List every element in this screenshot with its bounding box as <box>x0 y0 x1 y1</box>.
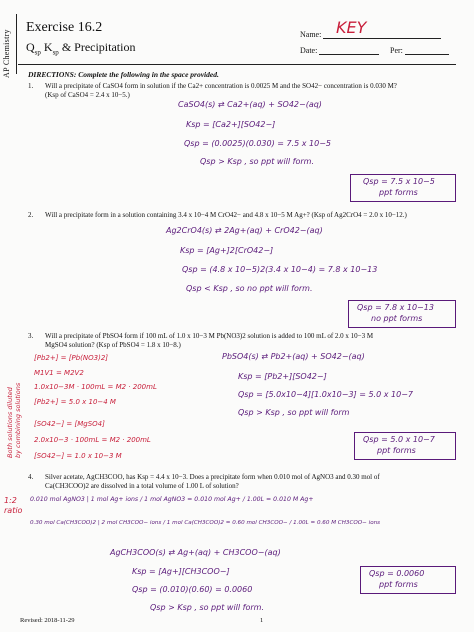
q2-work-line: Qsp < Ksp , so no ppt will form. <box>186 284 313 293</box>
page-title: Exercise 16.2 <box>26 20 103 35</box>
question-4: 4. Silver acetate, AgCH3COO, has Ksp = 4.4 x 10−3. Does a precipitate form when 0.010 mol of AgNO3 and 0.30 mol of Ca(CH3COO)2 are dissolved in a total volume of 1.00 L of solution? <box>28 473 380 490</box>
course-side-label: AP Chemistry <box>2 29 11 78</box>
q2-answer-box <box>348 300 456 328</box>
q3-work-line: 1.0x10−3M · 100mL = M2 · 200mL <box>34 383 157 391</box>
q3-work-line: [Pb2+] = [Pb(NO3)2] <box>34 354 109 362</box>
q3-work-line: 2.0x10−3 · 100mL = M2 · 200mL <box>34 436 151 444</box>
q3-work-line: [SO42−] = [MgSO4] <box>34 420 105 428</box>
q1-answer-result: ppt forms <box>379 188 418 197</box>
q3-work-line: Qsp > Ksp , so ppt will form <box>238 408 350 417</box>
q4-answer-box <box>360 566 456 594</box>
q2-work-line: Ag2CrO4(s) ⇄ 2Ag+(aq) + CrO42−(aq) <box>166 226 323 235</box>
question-1: 1. Will a precipitate of CaSO4 form in solution if the Ca2+ concentration is 0.0025 M and the SO42− concentration is 0.030 M? (Ksp of CaSO4 = 2.4 x 10−5.) <box>28 82 397 99</box>
q4-margin-note: 1:2 ratio <box>4 496 23 515</box>
period-field[interactable]: Per: <box>390 45 449 55</box>
question-3: 3. Will a precipitate of PbSO4 form if 100 mL of 1.0 x 10−3 M Pb(NO3)2 solution is added to 100 mL of 2.0 x 10−3 M MgSO4 solution? (Ksp of PbSO4 = 1.8 x 10−8.) <box>28 332 374 349</box>
q1-work-line: Ksp = [Ca2+][SO42−] <box>186 120 276 129</box>
header-rule <box>18 64 456 65</box>
q1-answer-qsp: Qsp = 7.5 x 10−5 <box>363 177 435 186</box>
q2-answer-qsp: Qsp = 7.8 x 10−13 <box>357 303 434 312</box>
page-subtitle: $Q_{sp}$ $K_{sp}$ & Precipitation <box>26 40 136 57</box>
header-divider <box>16 14 17 74</box>
q3-answer-result: ppt forms <box>377 446 416 455</box>
q3-work-line: Qsp = [5.0x10−4][1.0x10−3] = 5.0 x 10−7 <box>238 390 413 399</box>
q2-work-line: Qsp = (4.8 x 10−5)2(3.4 x 10−4) = 7.8 x 10−13 <box>182 265 378 274</box>
q4-work-line: Qsp > Ksp , so ppt will form. <box>150 603 264 612</box>
name-field[interactable]: Name: <box>300 28 441 39</box>
q3-work-line: [SO42−] = 1.0 x 10−3 M <box>34 452 122 460</box>
q3-answer-box <box>354 432 456 460</box>
q3-answer-qsp: Qsp = 5.0 x 10−7 <box>363 435 435 444</box>
q3-margin-note: Both solutions diluted by combining solutions <box>6 382 22 458</box>
q4-work-line: 0.30 mol Ca(CH3COO)2 | 2 mol CH3COO− ions / 1 mol Ca(CH3COO)2 = 0.60 mol CH3COO− / 1.00L = 0.60 M CH3COO− ions <box>30 520 381 526</box>
q4-work-line: AgCH3COO(s) ⇄ Ag+(aq) + CH3COO−(aq) <box>110 548 281 557</box>
question-2: 2. Will a precipitate form in a solution containing 3.4 x 10−4 M CrO42− and 4.8 x 10−5 M Ag+? (Ksp of Ag2CrO4 = 2.0 x 10−12.) <box>28 211 407 219</box>
q3-work-line: M1V1 = M2V2 <box>34 369 84 377</box>
q4-work-line: Qsp = (0.010)(0.60) = 0.0060 <box>132 585 253 594</box>
q1-answer-box <box>350 174 456 202</box>
q3-work-line: [Pb2+] = 5.0 x 10−4 M <box>34 398 116 406</box>
q4-answer-result: ppt forms <box>379 580 418 589</box>
page-number: 1 <box>260 617 264 624</box>
q2-work-line: Ksp = [Ag+]2[CrO42−] <box>180 246 274 255</box>
q3-work-line: PbSO4(s) ⇄ Pb2+(aq) + SO42−(aq) <box>222 352 365 361</box>
revised-date: Revised: 2018-11-29 <box>20 617 75 624</box>
date-field[interactable]: Date: <box>300 45 379 55</box>
q3-work-line: Ksp = [Pb2+][SO42−] <box>238 372 327 381</box>
q4-work-line: Ksp = [Ag+][CH3COO−] <box>132 567 230 576</box>
q2-answer-result: no ppt forms <box>371 314 423 323</box>
name-value: KEY <box>336 18 367 37</box>
q4-answer-qsp: Qsp = 0.0060 <box>369 569 425 578</box>
q1-work-line: Qsp > Ksp , so ppt will form. <box>200 157 314 166</box>
directions: DIRECTIONS: Complete the following in the space provided. <box>28 70 219 79</box>
q4-work-line: 0.010 mol AgNO3 | 1 mol Ag+ ions / 1 mol AgNO3 = 0.010 mol Ag+ / 1.00L = 0.010 M Ag+ <box>30 496 314 503</box>
q1-work-line: CaSO4(s) ⇄ Ca2+(aq) + SO42−(aq) <box>178 100 322 109</box>
q1-work-line: Qsp = (0.0025)(0.030) = 7.5 x 10−5 <box>184 139 332 148</box>
